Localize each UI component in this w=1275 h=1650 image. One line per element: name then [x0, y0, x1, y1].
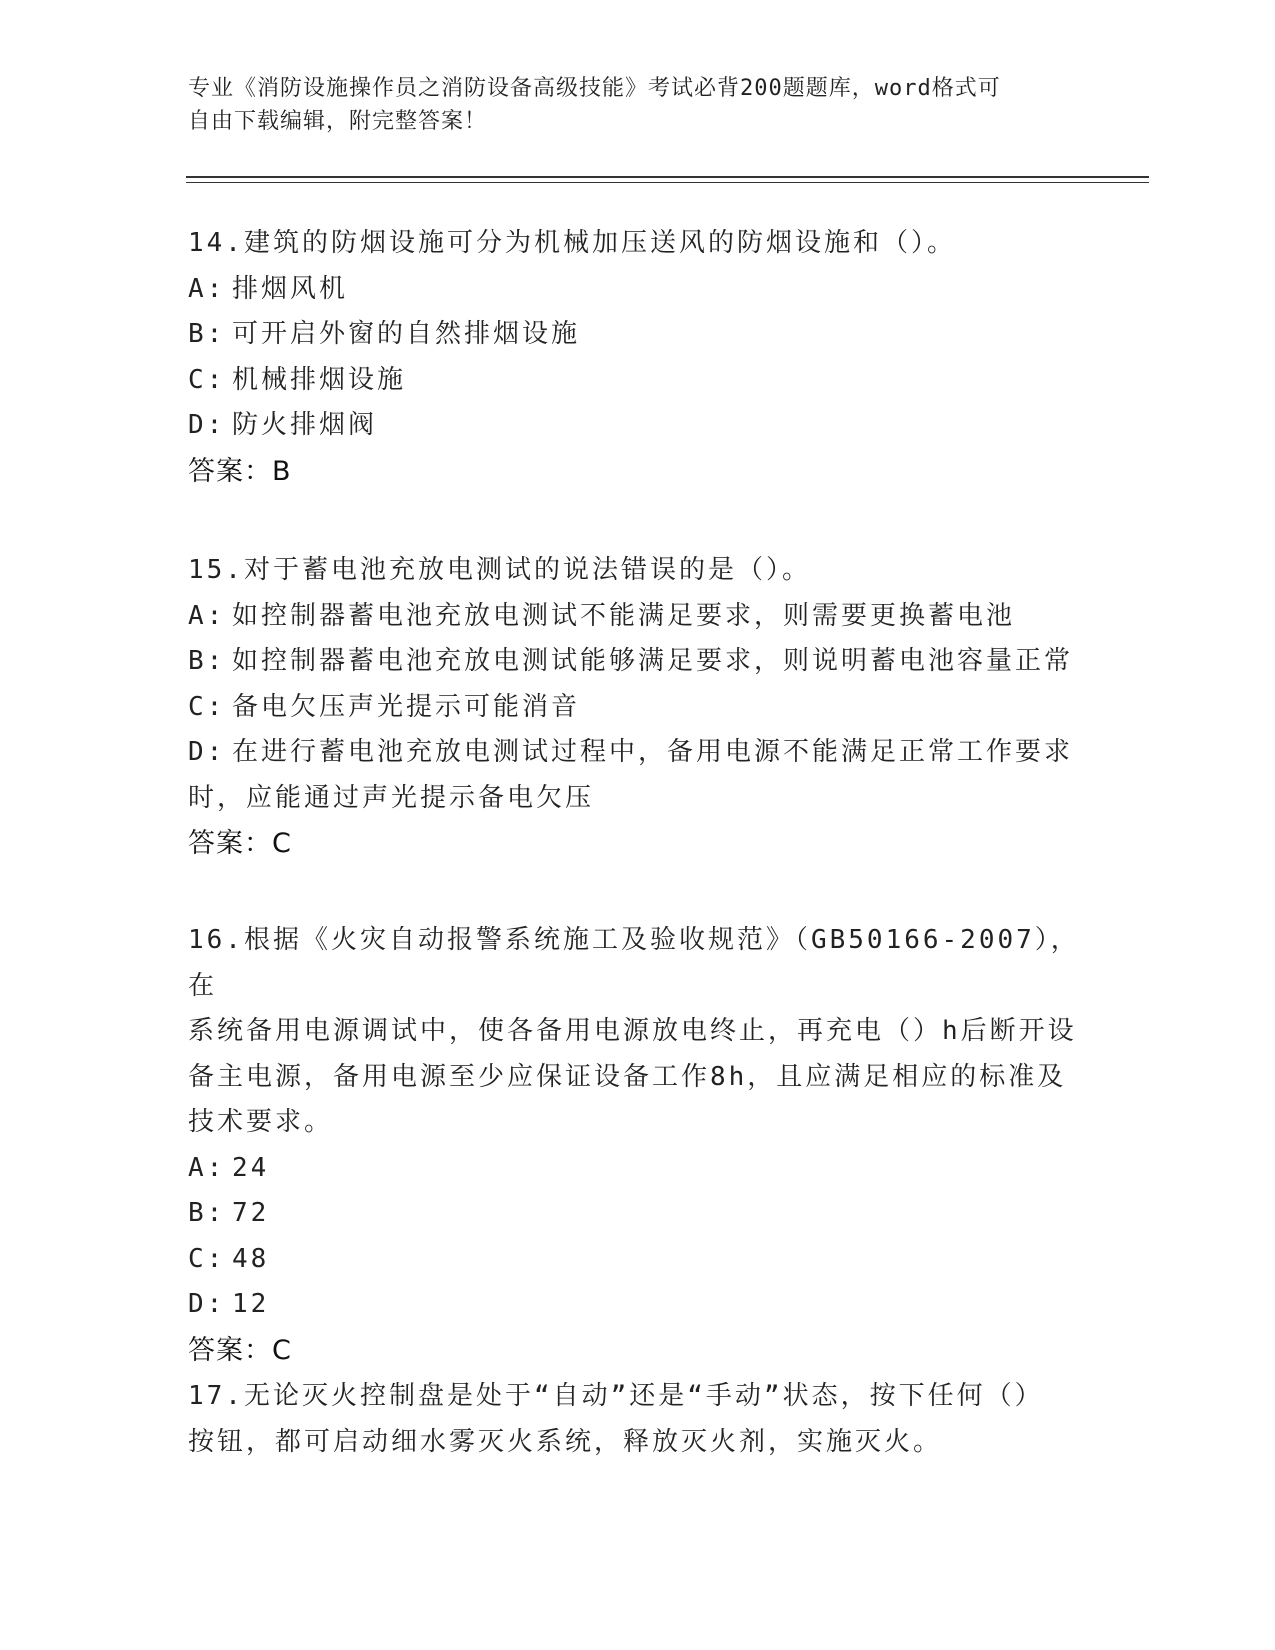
option-d: [188, 403, 1088, 449]
option-text: 12: [232, 1289, 270, 1319]
option-b: [188, 312, 1088, 358]
option-text: 如控制器蓄电池充放电测试能够满足要求，则说明蓄电池容量正常: [232, 646, 1074, 676]
option-text: 可开启外窗的自然排烟设施: [232, 319, 581, 349]
option-label: B:: [188, 319, 226, 349]
question-15: [188, 548, 1088, 867]
option-d-continuation: 时，应能通过声光提示备电欠压: [188, 782, 595, 813]
option-a: [188, 1146, 1088, 1192]
answer: 答案：C: [188, 1334, 292, 1366]
option-text: 48: [232, 1243, 270, 1274]
option-a: [188, 267, 1088, 313]
option-text: 如控制器蓄电池充放电测试不能满足要求，则需要更换蓄电池: [232, 600, 1016, 631]
option-label: C:: [188, 691, 226, 722]
option-label: C:: [188, 364, 226, 395]
option-b: [188, 639, 1088, 685]
option-label: A:: [188, 1152, 226, 1183]
question-stem-line-1: 17.无论灭火控制盘是处于“自动”还是“手动”状态，按下任何（）: [188, 1381, 1044, 1411]
header-rule-thick: [186, 176, 1149, 178]
option-text: 机械排烟设施: [232, 364, 407, 395]
option-label: C:: [188, 1243, 226, 1274]
option-label: A:: [188, 600, 226, 631]
question-16: [188, 918, 1088, 1373]
option-text: 在进行蓄电池充放电测试过程中，备用电源不能满足正常工作要求: [232, 737, 1074, 767]
answer: 答案：B: [188, 455, 292, 487]
option-label: B:: [188, 646, 226, 676]
option-d: [188, 730, 1088, 776]
option-d: [188, 1282, 1088, 1328]
document-header: [188, 72, 1068, 138]
question-stem-line-3: 备主电源，备用电源至少应保证设备工作8h，且应满足相应的标准及: [188, 1061, 1067, 1092]
option-text: 防火排烟阀: [232, 410, 378, 440]
option-a: [188, 594, 1088, 640]
option-b: [188, 1191, 1088, 1237]
header-line-1: 专业《消防设施操作员之消防设备高级技能》考试必背200题题库，word格式可: [188, 76, 1001, 101]
question-stem: 15.对于蓄电池充放电测试的说法错误的是（）。: [188, 555, 811, 585]
answer: 答案：C: [188, 828, 292, 859]
question-stem: 14.建筑的防烟设施可分为机械加压送风的防烟设施和（）。: [188, 228, 956, 258]
option-c: [188, 358, 1088, 404]
option-c: [188, 685, 1088, 731]
option-c: [188, 1237, 1088, 1283]
question-stem-line-2: 按钮，都可启动细水雾灭火系统，释放灭火剂，实施灭火。: [188, 1426, 943, 1457]
option-label: A:: [188, 273, 226, 304]
option-label: B:: [188, 1198, 226, 1228]
option-label: D:: [188, 410, 226, 440]
question-stem-line-4: 技术要求。: [188, 1107, 334, 1137]
question-17: [188, 1374, 1088, 1465]
option-text: 备电欠压声光提示可能消音: [232, 691, 581, 722]
option-label: D:: [188, 1289, 226, 1319]
question-14: [188, 221, 1088, 494]
question-stem-line-2: 系统备用电源调试中，使各备用电源放电终止，再充电（）h后断开设: [188, 1016, 1077, 1046]
header-rule-thin: [186, 182, 1149, 183]
option-label: D:: [188, 737, 226, 767]
option-text: 72: [232, 1198, 270, 1228]
question-stem-line-1: 16.根据《火灾自动报警系统施工及验收规范》（GB50166-2007），在: [188, 925, 1080, 1001]
option-text: 排烟风机: [232, 273, 349, 304]
header-line-2: 自由下载编辑，附完整答案！: [188, 109, 488, 134]
option-text: 24: [232, 1152, 270, 1183]
